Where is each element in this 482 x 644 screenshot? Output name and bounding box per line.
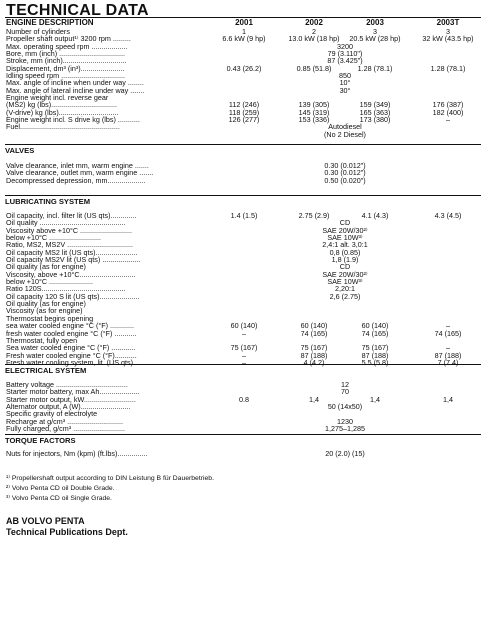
- col-2002: 2002: [305, 18, 323, 27]
- row-label: Oil quality ...........................................: [6, 218, 126, 228]
- row-label: Engine weight incl. S drive kg (lbs) ...........: [6, 115, 140, 125]
- row-value-2001: –: [242, 328, 246, 338]
- valves-rows: [5, 162, 481, 184]
- row-label: Valve clearance, outlet mm, warm engine .......: [6, 168, 154, 178]
- row-label: Viscosity, above +10°C............................: [6, 269, 136, 279]
- row-value-2003t: 74 (165): [434, 328, 462, 338]
- row-value-2003t: 1.28 (78.1): [430, 63, 466, 73]
- col-2003t: 2003T: [436, 18, 460, 27]
- row-value-common: 70: [341, 387, 349, 397]
- row-value-2002: 75 (167): [300, 343, 328, 353]
- row-value-common: CD: [339, 262, 351, 272]
- row-label: below +10°C ..........................: [6, 233, 101, 243]
- row-value-2002: 87 (188): [300, 350, 328, 360]
- row-label: Fully charged, g/cm³ ..........................: [6, 424, 126, 434]
- row-value-2001: 60 (140): [230, 321, 258, 331]
- row-value-2003: 74 (165): [361, 328, 389, 338]
- engine-rows: [5, 28, 481, 138]
- footnote-1: ¹⁾ Propellershaft output according to DIN Leistung B für Dauerbetrieb.: [6, 475, 214, 482]
- row-value-2003t: 7 (7.4): [437, 357, 459, 367]
- row-value-2003t: 32 kW (43.5 hp): [422, 34, 474, 44]
- row-value-2003t: 87 (188): [434, 350, 462, 360]
- row-value-2002: 13.0 kW (18 hp): [288, 34, 340, 44]
- row-value-common: SAE 20W/30²⁾: [322, 225, 368, 235]
- row-label: Recharge at g/cm³ ............................: [6, 416, 124, 426]
- row-value-2003t: –: [446, 321, 450, 331]
- row-value-common: 2,6 (2.75): [329, 291, 361, 301]
- row-value-common: 0,8 (0.85): [329, 247, 361, 257]
- row-value-2002: 74 (165): [300, 328, 328, 338]
- row-label: Viscosity above +10°C ..........................: [6, 225, 132, 235]
- row-value-common: 0.50 (0.020"): [324, 175, 366, 185]
- brand-name: AB VOLVO PENTA: [6, 516, 85, 526]
- footnote-2: ²⁾ Volvo Penta CD oil Double Grade.: [6, 485, 115, 492]
- row-label: Oil quality (as for engine): [6, 299, 86, 309]
- row-value-common: SAE 10W³⁾: [327, 233, 363, 243]
- elec-section-title: ELECTRICAL SYSTEM: [5, 364, 481, 375]
- row-value-common: 2,4:1 alt. 3,0:1: [322, 240, 368, 250]
- page-title: TECHNICAL DATA: [6, 2, 149, 19]
- row-value-2003: 159 (349): [359, 100, 391, 110]
- row-label: (V-drive) kg (lbs)..............................: [6, 107, 119, 117]
- row-value-common: 30°: [339, 85, 351, 95]
- table-row: [5, 425, 481, 432]
- row-label: Propeller shaft output¹⁾ 3200 rpm .........: [6, 34, 131, 44]
- col-2003: 2003: [366, 18, 384, 27]
- torque-section-title: TORQUE FACTORS: [5, 434, 481, 445]
- row-value-common: 1230: [337, 416, 353, 426]
- row-label: Bore, mm (inch) .................................: [6, 49, 126, 59]
- row-value-2003: 173 (380): [359, 115, 391, 125]
- lube-rows: [5, 212, 481, 366]
- row-value-2001: 126 (277): [228, 115, 260, 125]
- row-label: Battery voltage ....................................: [6, 380, 128, 389]
- row-value-2002: 145 (319): [298, 107, 330, 117]
- row-label: Sea water cooled engine °C (°F) ............: [6, 343, 136, 353]
- row-label: Oil capacity 120 S lit (US qts)....................: [6, 291, 140, 301]
- row-label: fresh water cooled engine °C (°F) ...........: [6, 328, 137, 338]
- torque-rows: [5, 450, 481, 457]
- row-value-common: SAE 20W/30²⁾: [322, 269, 368, 279]
- row-value-2002: 2.75 (2.9): [298, 211, 330, 220]
- row-label: Oil capacity MS2 lit (US qts).....................: [6, 247, 138, 257]
- row-value-common: 12: [341, 380, 349, 389]
- footnote-3: ³⁾ Volvo Penta CD oil Single Grade.: [6, 495, 112, 502]
- row-value-2003: 87 (188): [361, 350, 389, 360]
- row-value-2001: –: [242, 357, 246, 367]
- row-value-common: 850: [339, 71, 351, 81]
- row-label: Displacement, dm³ (in³)......................: [6, 63, 125, 73]
- brand-dept: Technical Publications Dept.: [6, 527, 128, 537]
- row-value-2002: 1,4: [309, 394, 319, 404]
- row-label: Oil capacity, incl. filter lit (US qts).............: [6, 211, 137, 220]
- row-value-common: CD: [339, 218, 351, 228]
- row-value-2003: 3: [373, 27, 377, 36]
- table-row: [5, 123, 481, 130]
- row-value-2001: 1: [242, 27, 246, 36]
- row-value-2002: 0.85 (51.8): [296, 63, 332, 73]
- row-label: Nuts for injectors, Nm (kpm) (ft.lbs)...............: [6, 449, 148, 458]
- row-value-2001: 118 (259): [228, 107, 260, 117]
- row-value-common: 3200: [337, 41, 353, 51]
- row-label: Thermostat, fully open: [6, 335, 78, 345]
- elec-rows: [5, 381, 481, 432]
- row-value-common: 10°: [339, 78, 351, 88]
- row-label: Engine weight incl. reverse gear: [6, 93, 109, 103]
- row-value-2002: 139 (305): [298, 100, 330, 110]
- row-label: Fuel..................................................: [6, 122, 120, 132]
- row-label: (MS2) kg (lbs).................................: [6, 100, 118, 110]
- row-label: Oil capacity MS2V lit (US qts) ...................: [6, 255, 141, 265]
- row-value-2001: 0.43 (26.2): [226, 63, 262, 73]
- row-label: Decompressed depression, mm...................: [6, 175, 146, 185]
- row-label: Valve clearance, inlet mm, warm engine .......: [6, 161, 149, 170]
- row-value-2003t: 3: [446, 27, 450, 36]
- row-label: Viscosity (as for engine): [6, 306, 83, 316]
- row-label: Starter motor battery, max Ah....................: [6, 387, 140, 397]
- row-label: Specific gravity of electrolyte: [6, 409, 98, 419]
- row-value-2002: 153 (336): [298, 115, 330, 125]
- row-value-2001: 75 (167): [230, 343, 258, 353]
- row-value-common: SAE 10W³⁾: [327, 277, 363, 287]
- row-value-2003t: 4.3 (4.5): [434, 211, 462, 220]
- row-label: Starter motor output, kW..........................: [6, 394, 136, 404]
- row-label: Ratio, MS2, MS2V .................................: [6, 240, 134, 250]
- row-value-2003t: 176 (387): [432, 100, 464, 110]
- row-value-common: 50 (14x50): [327, 402, 363, 412]
- engine-description-heading: ENGINE DESCRIPTION: [6, 18, 94, 27]
- row-label: Idling speed rpm ................................: [6, 71, 126, 81]
- row-value-2003t: –: [446, 115, 450, 125]
- row-value-2003: 20.5 kW (28 hp): [349, 34, 401, 44]
- row-value-2001: 112 (246): [228, 100, 260, 110]
- row-value-2003: 60 (140): [361, 321, 389, 331]
- row-label: Thermostat begins opening: [6, 313, 94, 323]
- row-label: sea water cooled engine °C (°F) ............: [6, 321, 134, 331]
- row-value-2003t: 1,4: [443, 394, 453, 404]
- row-label: Max. angle of lateral incline under way .......: [6, 85, 145, 95]
- row-value-common: Autodiesel: [328, 122, 362, 132]
- row-value-2001: 1.4 (1.5): [230, 211, 258, 220]
- row-value-2003: 75 (167): [361, 343, 389, 353]
- table-row: [5, 131, 481, 138]
- row-label: below +10°C ......................: [6, 277, 93, 287]
- row-value-2002: 60 (140): [300, 321, 328, 331]
- valves-section-title: VALVES: [5, 144, 481, 155]
- row-value-2003t: 182 (400): [432, 107, 464, 117]
- row-value-common: (No 2 Diesel): [324, 129, 366, 139]
- row-label: Ratio 120S..........................................: [6, 284, 126, 294]
- row-value-common: 0.30 (0.012"): [324, 161, 366, 170]
- row-label: Max. angle of incline when under way ........: [6, 78, 144, 88]
- row-value-2003: 4.1 (4.3): [361, 211, 389, 220]
- row-label: Alternator output, A (W).........................: [6, 402, 131, 412]
- row-value-common: 87 (3.425"): [327, 56, 363, 66]
- row-value-2002: 4 (4.2): [303, 357, 325, 367]
- row-label: Stroke, mm (inch)................................: [6, 56, 127, 66]
- lube-section-title: LUBRICATING SYSTEM: [5, 195, 481, 206]
- row-value-2003: 1.28 (78.1): [357, 63, 393, 73]
- row-value-2003: 5.5 (5.8): [361, 357, 389, 367]
- row-label: Fresh water cooled engine °C (°F)...........: [6, 350, 137, 360]
- col-2001: 2001: [235, 18, 253, 27]
- row-value-2001: 6.6 kW (9 hp): [222, 34, 266, 44]
- row-label: Number of cylinders: [6, 27, 70, 36]
- row-value-common: 0.30 (0.012"): [324, 168, 366, 178]
- row-label: Oil quality (as for engine): [6, 262, 86, 272]
- row-value-2002: 2: [312, 27, 316, 36]
- row-label: Max. operating speed rpm ..................: [6, 41, 128, 51]
- row-value-common: 79 (3.110"): [327, 49, 363, 59]
- row-value-2003: 1,4: [370, 394, 380, 404]
- row-label: Fresh water cooling system, lit. (US qts) .......: [6, 357, 149, 367]
- row-value-common: 2,20:1: [335, 284, 355, 294]
- row-value-common: 20 (2.0) (15): [325, 449, 365, 458]
- table-row: [5, 177, 481, 184]
- row-value-2001: 0.8: [239, 394, 249, 404]
- row-value-common: 1,275–1,285: [325, 424, 365, 434]
- row-value-common: 1,8 (1.9): [331, 255, 359, 265]
- row-value-2003: 165 (363): [359, 107, 391, 117]
- row-value-2003t: –: [446, 343, 450, 353]
- table-row: [5, 450, 481, 457]
- row-value-2001: –: [242, 350, 246, 360]
